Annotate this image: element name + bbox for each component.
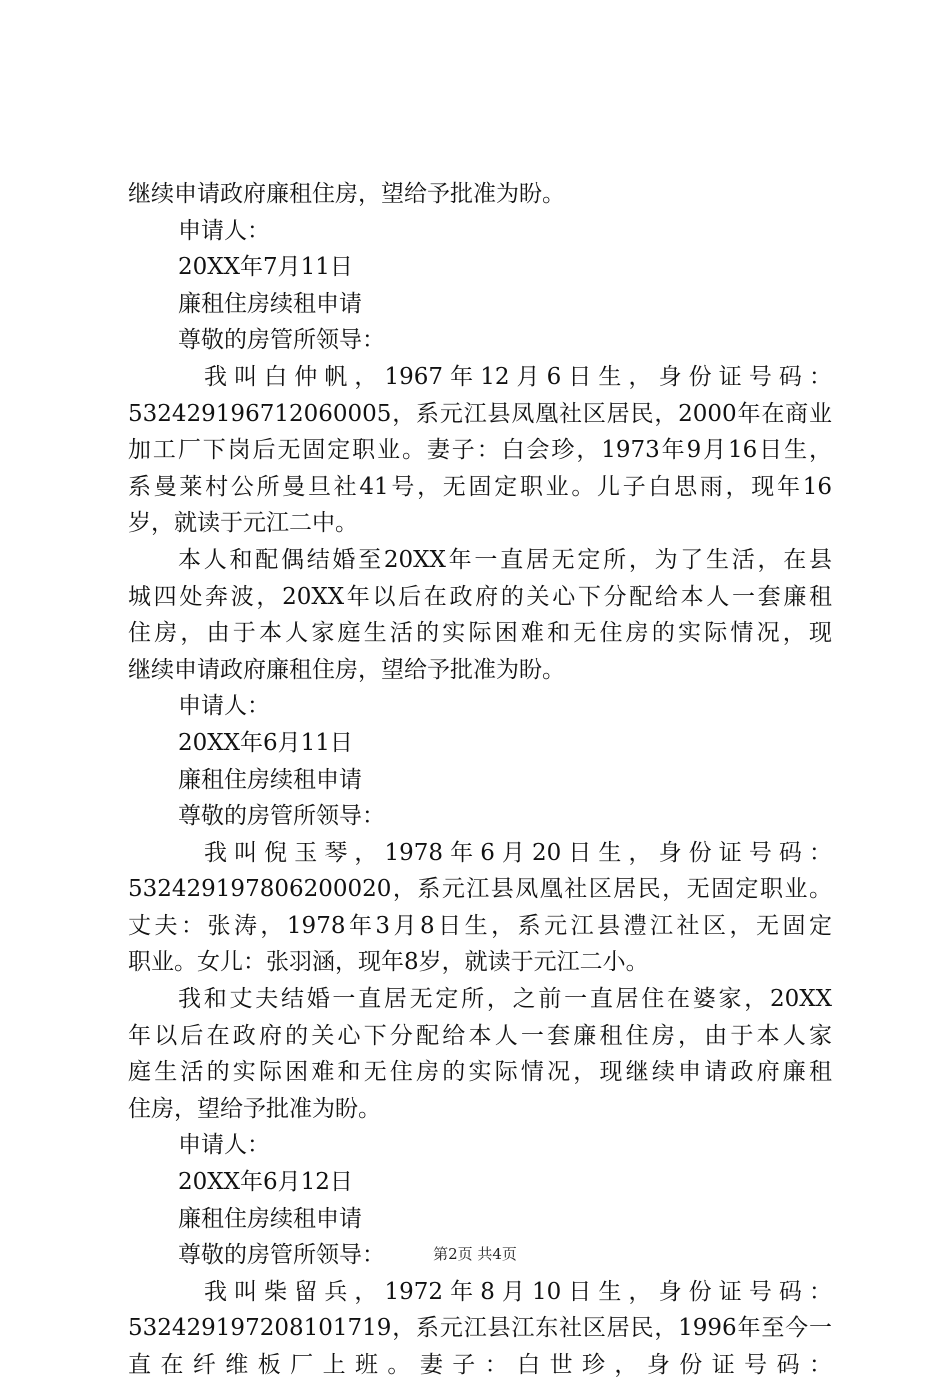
text-line: 系曼莱村公所曼旦社41号，无固定职业。儿子白思雨，现年16 [128,473,832,500]
text-line: 申请人： [178,693,270,720]
text-line: 住房，由于本人家庭生活的实际困难和无住房的实际情况，现 [128,620,832,647]
text-line: 加工厂下岗后无固定职业。妻子：白会珍，1973年9月16日生， [128,437,832,464]
text-line: 20XX年6月11日 [178,729,353,756]
text-line: 年以后在政府的关心下分配给本人一套廉租住房，由于本人家 [128,1022,832,1049]
text-line: 我叫倪玉琴，1978年6月20日生，身份证号码： [204,839,832,866]
text-line: 直在纤维板厂上班。妻子：白世珍，身份证号码： [128,1352,832,1378]
text-line: 庭生活的实际困难和无住房的实际情况，现继续申请政府廉租 [128,1059,832,1086]
text-line: 532429197208101719，系元江县江东社区居民，1996年至今一 [128,1315,832,1342]
text-line: 申请人： [178,217,270,244]
text-line: 尊敬的房管所领导： [178,803,385,830]
text-line: 廉租住房续租申请 [178,766,362,793]
text-line: 532429196712060005，系元江县凤凰社区居民，2000年在商业 [128,400,832,427]
text-line: 岁，就读于元江二中。 [128,510,358,537]
text-line: 532429197806200020，系元江县凤凰社区居民，无固定职业。 [128,876,832,903]
text-line: 20XX年7月11日 [178,254,353,281]
text-line: 廉租住房续租申请 [178,1205,362,1232]
text-line: 继续申请政府廉租住房，望给予批准为盼。 [128,181,565,207]
document-body [128,176,832,1384]
page-footer: 第2页 共4页 [433,1245,517,1263]
text-line: 申请人： [178,1132,270,1159]
text-line: 职业。女儿：张羽涵，现年8岁，就读于元江二小。 [128,949,649,976]
text-line: 20XX年6月12日 [178,1169,353,1196]
text-line: 丈夫：张涛，1978年3月8日生，系元江县澧江社区，无固定 [128,912,832,939]
text-line: 我和丈夫结婚一直居无定所，之前一直居住在婆家，20XX [178,986,832,1013]
text-line: 廉租住房续租申请 [178,290,362,317]
text-line: 本人和配偶结婚至20XX年一直居无定所，为了生活，在县 [178,546,832,573]
text-line: 尊敬的房管所领导： [178,327,385,354]
text-line: 住房，望给予批准为盼。 [128,1095,381,1122]
text-line: 我叫白仲帆，1967年12月6日生，身份证号码： [204,363,832,390]
text-line: 继续申请政府廉租住房，望给予批准为盼。 [128,656,565,683]
text-line: 城四处奔波，20XX年以后在政府的关心下分配给本人一套廉租 [128,583,832,610]
text-line: 尊敬的房管所领导： [178,1242,385,1269]
text-line: 我叫柴留兵，1972年8月10日生，身份证号码： [204,1278,832,1305]
